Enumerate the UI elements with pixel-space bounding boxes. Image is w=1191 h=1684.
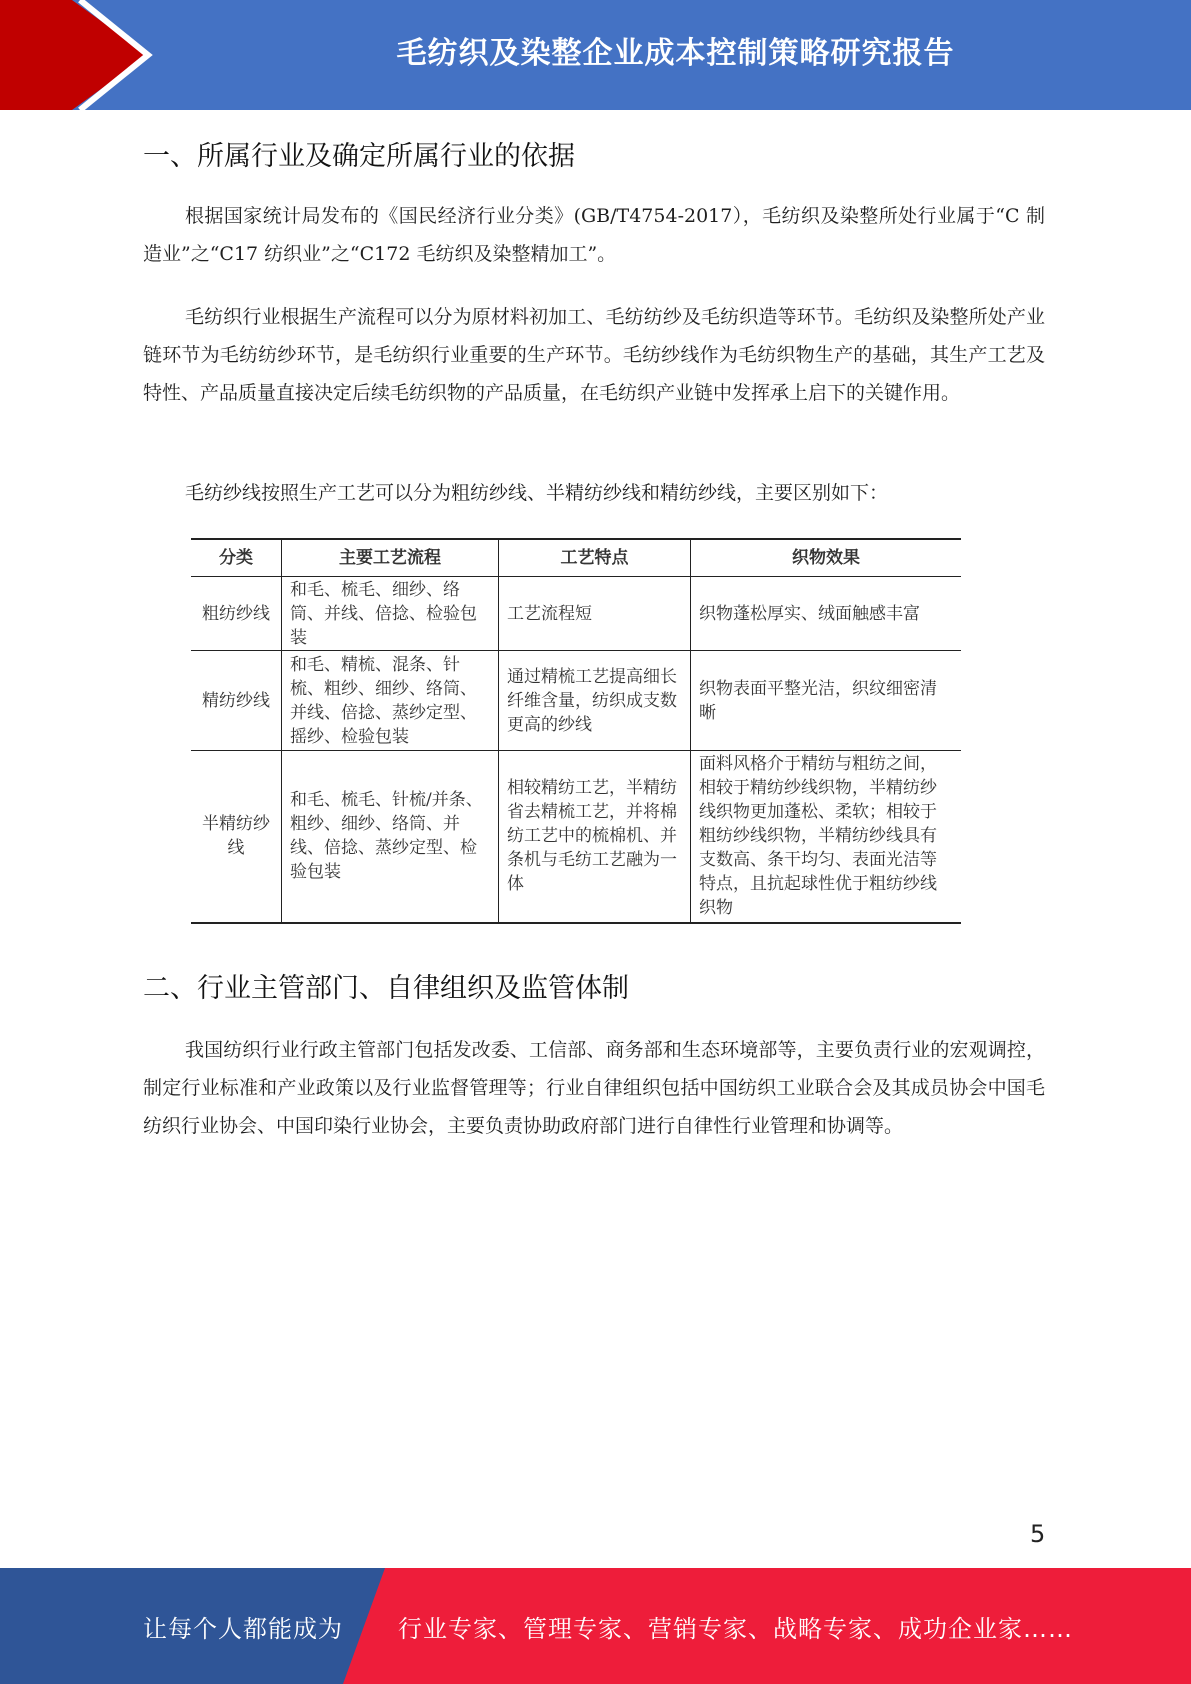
page-header [0, 0, 1191, 110]
cell-category: 粗纺纱线 [191, 577, 282, 651]
report-title: 毛纺织及染整企业成本控制策略研究报告 [396, 36, 955, 71]
table-header-row [191, 539, 961, 577]
cell-fabric-effect: 织物蓬松厚实、绒面触感丰富 [691, 577, 962, 651]
section1-paragraph-2: 毛纺织行业根据生产流程可以分为原材料初加工、毛纺纺纱及毛纺织造等环节。毛纺织及染整所处产业链环节为毛纺纺纱环节，是毛纺织行业重要的生产环节。毛纺纱线作为毛纺织物生产的基础，其生产工艺及特性、产品质量直接决定后续毛纺织物的产品质量，在毛纺织产业链中发挥承上启下的关键作用。 [143, 306, 1045, 404]
section1-heading: 一、所属行业及确定所属行业的依据 [143, 141, 575, 172]
footer-slogan-right: 行业专家、管理专家、营销专家、战略专家、成功企业家…… [398, 1614, 1073, 1643]
table-row [191, 577, 961, 651]
cell-process: 和毛、梳毛、细纱、络筒、并线、倍捻、检验包装 [282, 577, 499, 651]
header-process: 主要工艺流程 [282, 539, 499, 577]
cell-features: 相较精纺工艺，半精纺省去精梳工艺，并将棉纺工艺中的梳棉机、并条机与毛纺工艺融为一体 [499, 751, 691, 923]
cell-fabric-effect: 织物表面平整光洁，织纹细密清晰 [691, 651, 962, 751]
cell-features: 通过精梳工艺提高细长纤维含量，纺织成支数更高的纱线 [499, 651, 691, 751]
cell-process: 和毛、精梳、混条、针梳、粗纱、细纱、络筒、并线、倍捻、蒸纱定型、摇纱、检验包装 [282, 651, 499, 751]
section1-paragraph-1: 根据国家统计局发布的《国民经济行业分类》(GB/T4754-2017），毛纺织及染整所处行业属于“C 制造业”之“C17 纺织业”之“C172 毛纺织及染整精加工”。 [143, 205, 1045, 265]
cell-features: 工艺流程短 [499, 577, 691, 651]
cell-fabric-effect: 面料风格介于精纺与粗纺之间，相较于精纺纱线织物，半精纺纱线织物更加蓬松、柔软；相较于粗纺纱线织物，半精纺纱线具有支数高、条干均匀、表面光洁等特点，且抗起球性优于粗纺纱线织物 [691, 751, 962, 923]
section2-heading: 二、行业主管部门、自律组织及监管体制 [143, 973, 629, 1004]
footer-slogan-left: 让每个人都能成为 [143, 1614, 343, 1643]
page-number: 5 [1030, 1520, 1046, 1548]
page-footer [0, 1568, 1191, 1684]
cell-process: 和毛、梳毛、针梳/并条、粗纱、细纱、络筒、并线、倍捻、蒸纱定型、检验包装 [282, 751, 499, 923]
header-features: 工艺特点 [499, 539, 691, 577]
section1-paragraph-3: 毛纺纱线按照生产工艺可以分为粗纺纱线、半精纺纱线和精纺纱线，主要区别如下： [185, 482, 889, 504]
table-row [191, 651, 961, 751]
table-row [191, 751, 961, 923]
section2-paragraph-1: 我国纺织行业行政主管部门包括发改委、工信部、商务部和生态环境部等，主要负责行业的宏观调控，制定行业标准和产业政策以及行业监督管理等；行业自律组织包括中国纺织工业联合会及其成员协会中国毛纺织行业协会、中国印染行业协会，主要负责协助政府部门进行自律性行业管理和协调等。 [143, 1039, 1045, 1137]
header-fabric-effect: 织物效果 [691, 539, 962, 577]
yarn-comparison-table [191, 538, 961, 924]
cell-category: 精纺纱线 [191, 651, 282, 751]
header-category: 分类 [191, 539, 282, 577]
cell-category: 半精纺纱线 [191, 751, 282, 923]
